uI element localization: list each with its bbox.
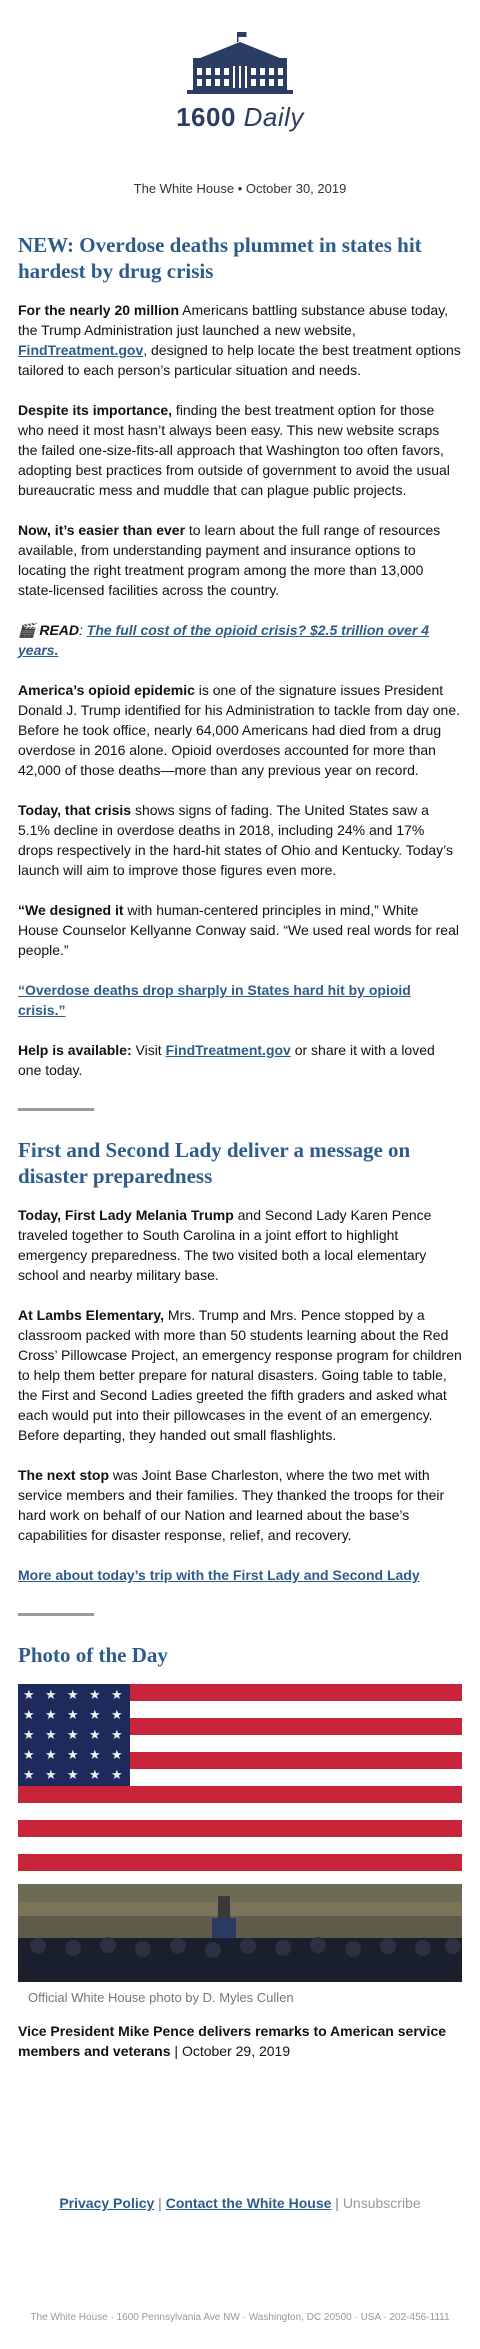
story1-title: NEW: Overdose deaths plummet in states hit hardest by drug crisis — [18, 233, 422, 283]
story1-paragraph-6 — [18, 900, 462, 960]
photo-of-the-day[interactable] — [18, 1684, 462, 1982]
body-text: , designed to help locate the best treatment options tailored to each person’s particular situation and needs. — [18, 342, 461, 378]
story1-paragraph-1 — [18, 300, 462, 380]
section-divider — [18, 1613, 94, 1616]
findtreatment-link-2[interactable]: FindTreatment.gov — [165, 1042, 291, 1058]
story1-paragraph-3 — [18, 520, 462, 600]
lead-text: Today, that crisis — [18, 802, 132, 818]
story1-paragraph-2 — [18, 400, 462, 500]
body-text: to learn about the full range of resources available, from understanding payment and insurance options to locating the right treatment program among the more than 13,000 state-licensed facilities across the country. — [18, 522, 441, 598]
lead-text: For the nearly 20 million — [18, 302, 180, 318]
more-link-paragraph — [18, 1565, 462, 1585]
dateline: The White House • October 30, 2019 — [133, 181, 347, 196]
story2-paragraph-1 — [18, 1205, 462, 1285]
story1-paragraph-5 — [18, 800, 462, 880]
privacy-policy-link[interactable]: Privacy Policy — [59, 2195, 155, 2211]
opioid-cost-link[interactable]: The full cost of the opioid crisis? $2.5 trillion over 4 years. — [18, 622, 430, 658]
separator: | — [331, 2195, 343, 2211]
photo-description — [18, 2021, 462, 2061]
read-callout: 🎬 READ: The full cost of the opioid crisis? $2.5 trillion over 4 years. — [18, 622, 430, 658]
email-header — [0, 28, 480, 133]
lead-text: Despite its importance, — [18, 402, 173, 418]
footer-links — [0, 2195, 480, 2211]
body-text: Visit — [131, 1042, 166, 1058]
quote-link-paragraph — [18, 980, 462, 1020]
footer-address: The White House · 1600 Pennsylvania Ave NW · Washington, DC 20500 · USA · 202-456-1111 — [30, 2312, 450, 2323]
read-label: READ — [39, 622, 79, 638]
lead-text: Today, First Lady Melania Trump — [18, 1207, 234, 1223]
white-house-icon — [165, 28, 315, 100]
photo-description-title: Vice President Mike Pence delivers remarks to American service members and veterans — [18, 2023, 447, 2059]
unsubscribe-link[interactable]: Unsubscribe — [342, 2195, 421, 2211]
findtreatment-link[interactable]: FindTreatment.gov — [18, 342, 144, 358]
email-body — [18, 232, 462, 2061]
lead-text: America’s opioid epidemic — [18, 682, 195, 698]
separator: | — [154, 2195, 166, 2211]
body-text: Americans battling substance abuse today, the Trump Administration just launched a new website, — [18, 302, 449, 338]
logo-number: 1600 — [176, 102, 236, 132]
flag-stage-photo — [18, 1684, 462, 1982]
lead-text: “We designed it — [18, 902, 124, 918]
story2-paragraph-2 — [18, 1305, 462, 1445]
body-text: Mrs. Trump and Mrs. Pence stopped by a classroom packed with more than 50 students learning about the Red Cross’ Pillowcase Project, an emergency response program for children to help them better prepare for natural disasters. Going table to table, the First and Second Ladies greeted the fifth graders and asked what each would put into their pillowcases in the event of an emergency. Before departing, they handed out small flashlights. — [18, 1307, 462, 1443]
lead-text: At Lambs Elementary, — [18, 1307, 165, 1323]
photo-caption: Official White House photo by D. Myles Cullen — [28, 1990, 294, 2005]
photo-section-title: Photo of the Day — [18, 1643, 168, 1667]
body-text: with human-centered principles in mind,” White House Counselor Kellyanne Conway said. “We used real words for real people.” — [18, 902, 459, 958]
body-text: or share it with a loved one today. — [18, 1042, 435, 1078]
body-text: shows signs of fading. The United States saw a 5.1% decline in overdose deaths in 2018, including 24% and 17% drops respectively in the hard-hit states of Ohio and Kentucky. Today’s launch will aim to improve those figures even more. — [18, 802, 454, 878]
lead-text: Now, it’s easier than ever — [18, 522, 186, 538]
story2-title: First and Second Lady deliver a message on disaster preparedness — [18, 1138, 411, 1188]
photo-date: | October 29, 2019 — [170, 2043, 291, 2059]
logo-wordmark — [0, 102, 480, 133]
clapperboard-icon: 🎬 — [18, 622, 36, 638]
logo-word: Daily — [243, 102, 304, 132]
story1-paragraph-4 — [18, 680, 462, 780]
help-paragraph — [18, 1040, 462, 1080]
lead-text: Help is available: — [18, 1042, 132, 1058]
first-lady-trip-link[interactable]: More about today’s trip with the First Lady and Second Lady — [18, 1567, 420, 1583]
body-text: and Second Lady Karen Pence traveled together to South Carolina in a joint effort to highlight emergency preparedness. The two visited both a local elementary school and nearby military base. — [18, 1207, 432, 1283]
contact-link[interactable]: Contact the White House — [165, 2195, 332, 2211]
overdose-article-link[interactable]: “Overdose deaths drop sharply in States hard hit by opioid crisis.” — [18, 982, 411, 1018]
story2-paragraph-3 — [18, 1465, 462, 1545]
body-text: finding the best treatment option for those who need it most hasn’t always been easy. This new website scraps the failed one-size-fits-all approach that Washington too often favors, adopting best practices from outside of government to avoid the usual bureaucratic mess and muddle that can plague public projects. — [18, 402, 450, 498]
body-text: is one of the signature issues President Donald J. Trump identified for his Administration to tackle from day one. Before he took office, nearly 64,000 Americans had died from a drug overdose in 2016 alone. Opioid overdoses accounted for more than 42,000 of those deaths—more than any previous year on record. — [18, 682, 460, 778]
body-text: was Joint Base Charleston, where the two met with service members and their families. They thanked the troops for their hard work on behalf of our Nation and learned about the base’s capabilities for disaster response, relief, and recovery. — [18, 1467, 445, 1543]
lead-text: The next stop — [18, 1467, 110, 1483]
section-divider — [18, 1108, 94, 1111]
